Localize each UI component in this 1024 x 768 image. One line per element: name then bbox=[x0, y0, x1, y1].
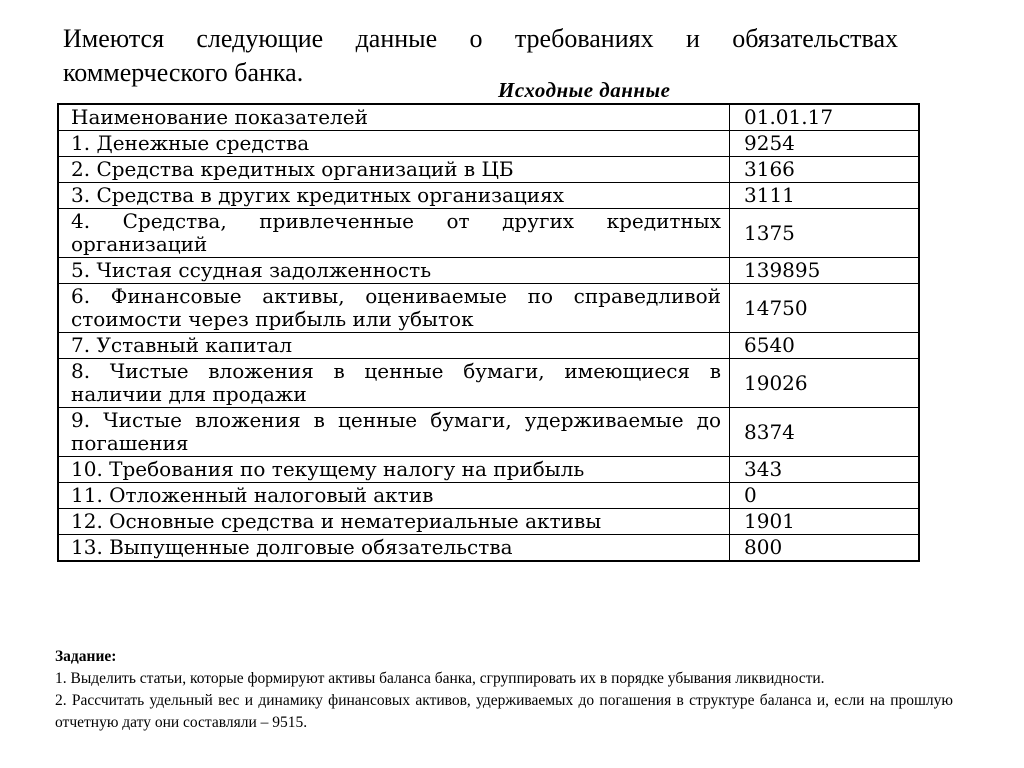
header-name-cell: Наименование показателей bbox=[58, 104, 730, 131]
table-row bbox=[58, 509, 919, 535]
table-row bbox=[58, 131, 919, 157]
task-heading: Задание: bbox=[55, 648, 117, 665]
table-row bbox=[58, 483, 919, 509]
task-section bbox=[55, 646, 953, 734]
table-row bbox=[58, 258, 919, 284]
table-caption: Исходные данные bbox=[498, 78, 671, 102]
table-row bbox=[58, 157, 919, 183]
row-name-cell: 4. Средства, привлеченные от других кредитных организаций bbox=[58, 209, 730, 258]
row-value-cell: 9254 bbox=[730, 131, 920, 157]
row-value-cell: 14750 bbox=[730, 284, 920, 333]
row-name-cell: 1. Денежные средства bbox=[58, 131, 730, 157]
row-value-cell: 3166 bbox=[730, 157, 920, 183]
row-value-cell: 6540 bbox=[730, 333, 920, 359]
row-name-cell: 10. Требования по текущему налогу на прибыль bbox=[58, 457, 730, 483]
row-name-cell: 11. Отложенный налоговый актив bbox=[58, 483, 730, 509]
table-header-row bbox=[58, 104, 919, 131]
row-name-cell: 7. Уставный капитал bbox=[58, 333, 730, 359]
row-name-cell: 9. Чистые вложения в ценные бумаги, удерживаемые до погашения bbox=[58, 408, 730, 457]
intro-text: Имеются следующие данные о требованиях и обязательствах коммерческого банка. bbox=[63, 24, 898, 87]
task-item-2: 2. Рассчитать удельный вес и динамику финансовых активов, удерживаемых до погашения в структуре баланса и, если на прошлую отчетную дату они составляли – 9515. bbox=[55, 692, 953, 731]
table-row bbox=[58, 408, 919, 457]
header-date-cell: 01.01.17 bbox=[730, 104, 920, 131]
row-value-cell: 343 bbox=[730, 457, 920, 483]
table-row bbox=[58, 183, 919, 209]
task-item-1: 1. Выделить статьи, которые формируют активы баланса банка, сгруппировать их в порядке убывания ликвидности. bbox=[55, 670, 825, 687]
row-name-cell: 8. Чистые вложения в ценные бумаги, имеющиеся в наличии для продажи bbox=[58, 359, 730, 408]
row-value-cell: 0 bbox=[730, 483, 920, 509]
table-row bbox=[58, 535, 919, 562]
row-value-cell: 139895 bbox=[730, 258, 920, 284]
row-name-cell: 5. Чистая ссудная задолженность bbox=[58, 258, 730, 284]
row-value-cell: 3111 bbox=[730, 183, 920, 209]
table-row bbox=[58, 359, 919, 408]
row-value-cell: 1901 bbox=[730, 509, 920, 535]
table-row bbox=[58, 209, 919, 258]
row-value-cell: 1375 bbox=[730, 209, 920, 258]
table-row bbox=[58, 284, 919, 333]
row-name-cell: 12. Основные средства и нематериальные активы bbox=[58, 509, 730, 535]
table-row bbox=[58, 333, 919, 359]
row-name-cell: 6. Финансовые активы, оцениваемые по справедливой стоимости через прибыль или убыток bbox=[58, 284, 730, 333]
row-value-cell: 19026 bbox=[730, 359, 920, 408]
row-name-cell: 3. Средства в других кредитных организациях bbox=[58, 183, 730, 209]
table-row bbox=[58, 457, 919, 483]
row-value-cell: 8374 bbox=[730, 408, 920, 457]
row-name-cell: 2. Средства кредитных организаций в ЦБ bbox=[58, 157, 730, 183]
source-data-table bbox=[57, 103, 920, 562]
row-value-cell: 800 bbox=[730, 535, 920, 562]
row-name-cell: 13. Выпущенные долговые обязательства bbox=[58, 535, 730, 562]
